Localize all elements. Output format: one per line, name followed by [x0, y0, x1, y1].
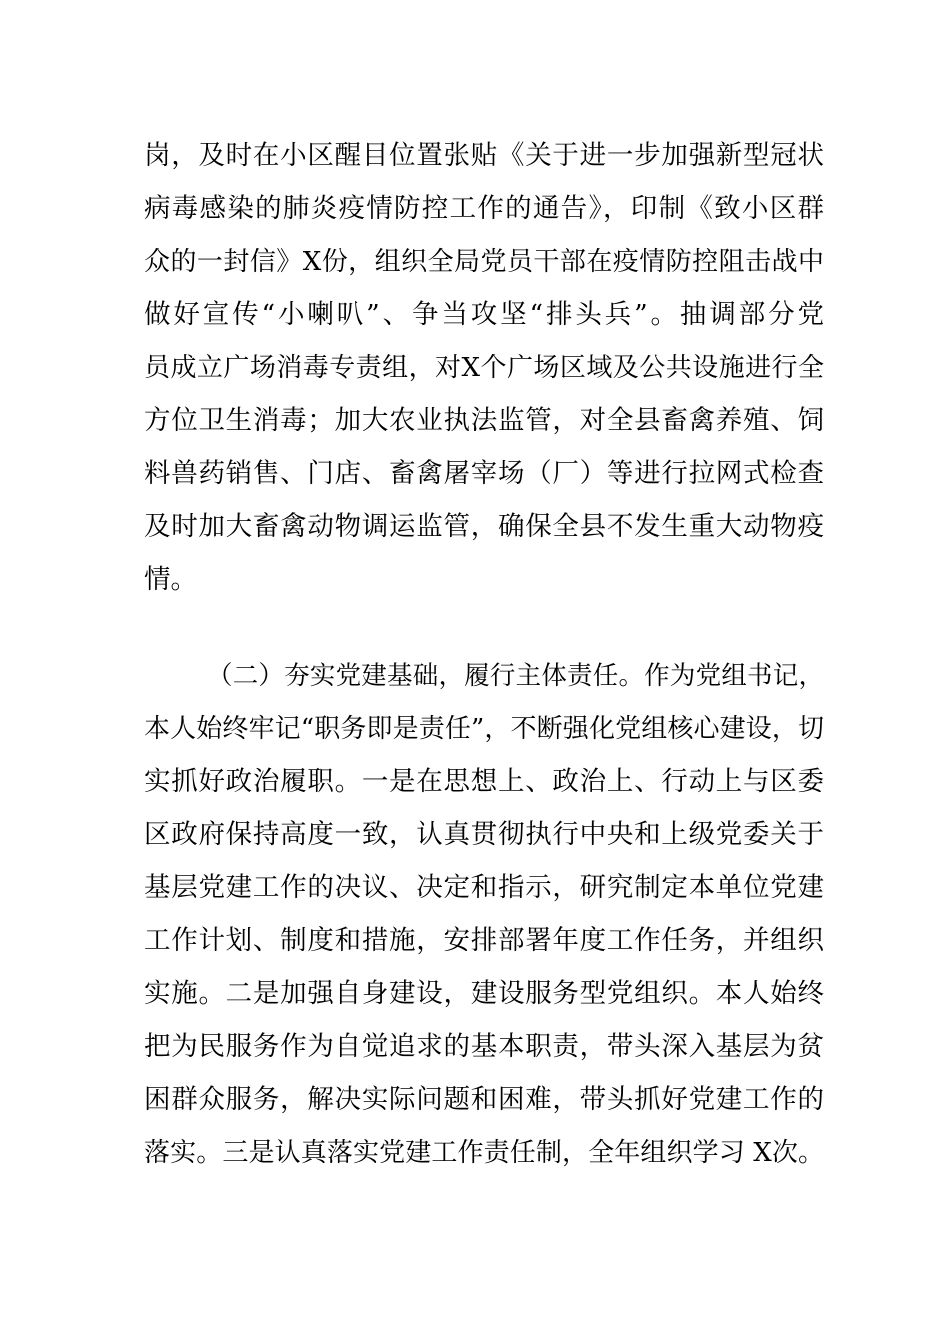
text-line: 及时加大畜禽动物调运监管，确保全县不发生重大动物疫	[144, 511, 824, 542]
text-line: 情。	[144, 564, 197, 595]
text-line: 落实。三是认真落实党建工作责任制，全年组织学习 X次。	[144, 1138, 824, 1168]
text-line: 实抓好政治履职。一是在思想上、政治上、行动上与区委	[144, 766, 824, 797]
text-line: 工作计划、制度和措施，安排部署年度工作任务，并组织	[144, 925, 824, 956]
text-line: 方位卫生消毒；加大农业执法监管，对全县畜禽养殖、饲	[144, 405, 824, 436]
text-line: 员成立广场消毒专责组，对X个广场区域及公共设施进行全	[144, 353, 824, 383]
text-line: 实施。二是加强自身建设，建设服务型党组织。本人始终	[144, 978, 824, 1009]
text-line: （二）夯实党建基础，履行主体责任。作为党组书记，	[207, 661, 824, 691]
text-line: 区政府保持高度一致，认真贯彻执行中央和上级党委关于	[144, 819, 824, 850]
text-line: 病毒感染的肺炎疫情防控工作的通告》，印制《致小区群	[144, 193, 824, 224]
text-line: 本人始终牢记“职务即是责任”，不断强化党组核心建设，切	[144, 714, 824, 744]
text-line: 岗，及时在小区醒目位置张贴《关于进一步加强新型冠状	[144, 140, 824, 171]
text-line: 把为民服务作为自觉追求的基本职责，带头深入基层为贫	[144, 1031, 824, 1062]
text-line: 困群众服务，解决实际问题和困难，带头抓好党建工作的	[144, 1084, 824, 1115]
text-line: 料兽药销售、门店、畜禽屠宰场（厂）等进行拉网式检查	[144, 458, 824, 489]
text-line: 做好宣传“小喇叭”、争当攻坚“排头兵”。抽调部分党	[144, 299, 824, 330]
text-line: 基层党建工作的决议、决定和指示，研究制定本单位党建	[144, 872, 824, 903]
text-line: 众的一封信》X份，组织全局党员干部在疫情防控阻击战中	[144, 247, 824, 277]
